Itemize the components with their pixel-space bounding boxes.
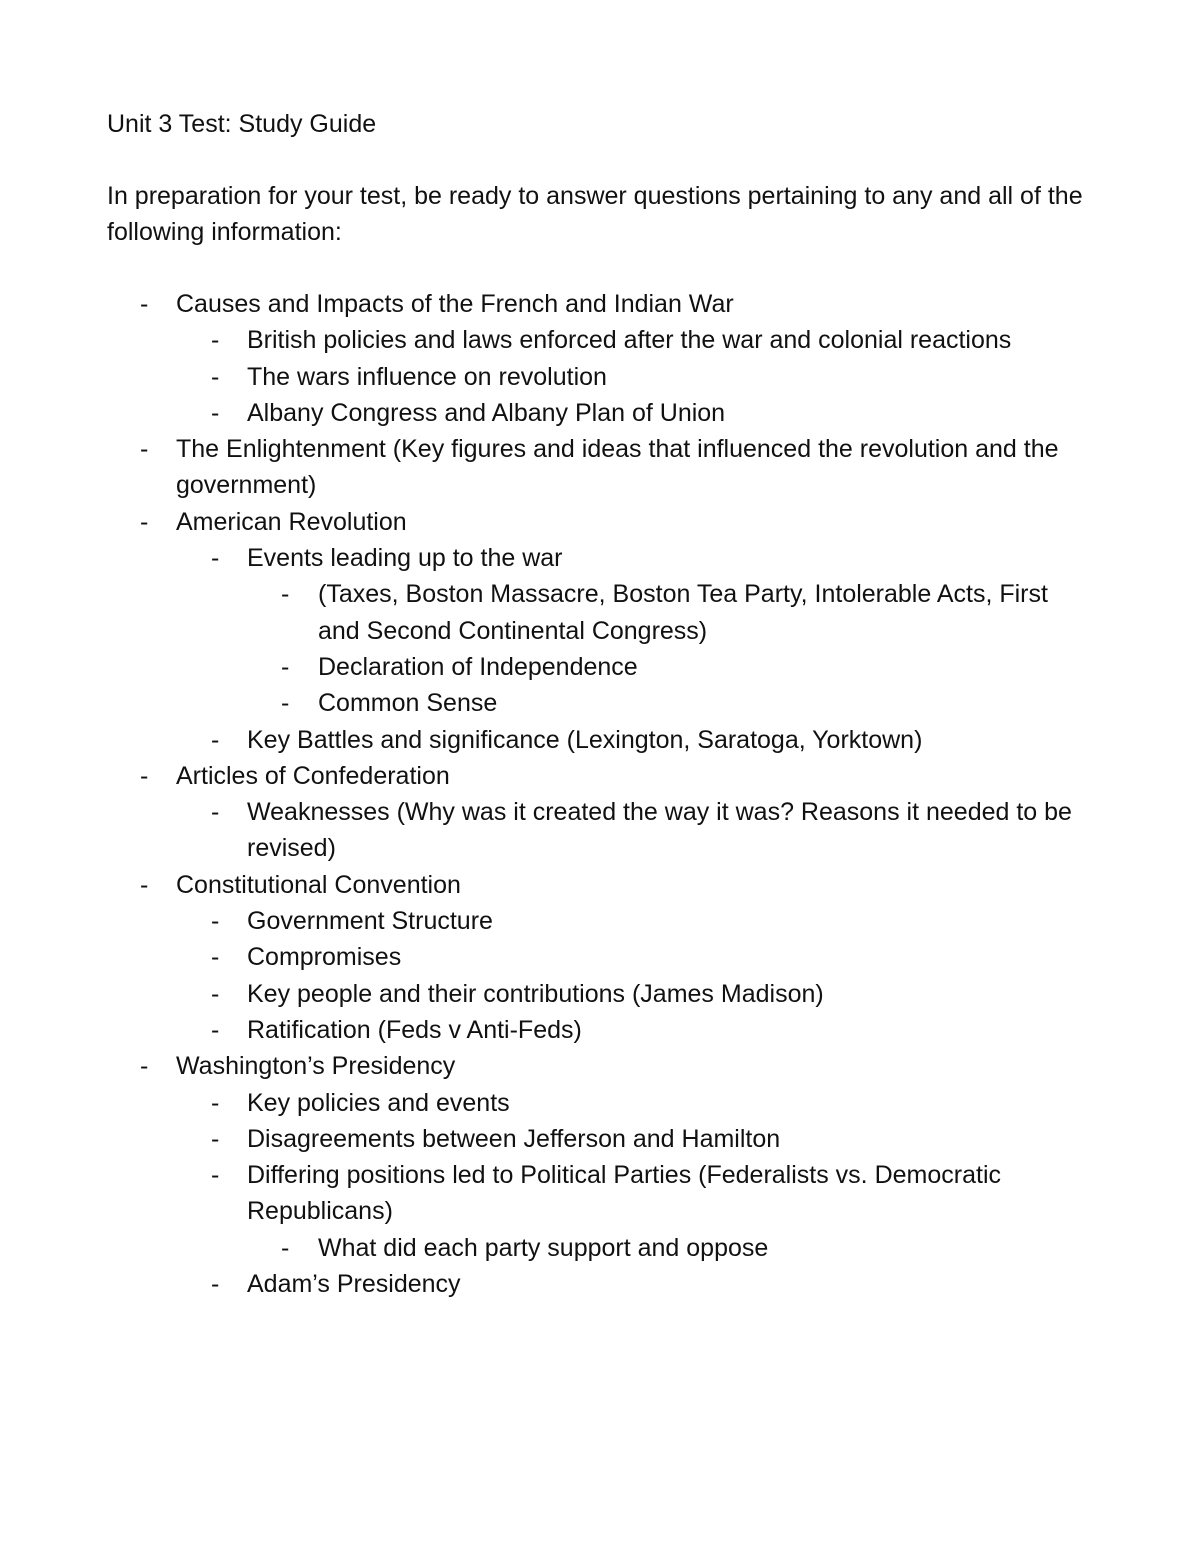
outline-item-level-3 (0, 685, 1200, 721)
outline-item-text: American Revolution (176, 507, 407, 536)
bullet-dash: - (211, 1270, 220, 1299)
outline-item-text: Constitutional Convention (176, 870, 461, 899)
bullet-dash: - (211, 798, 220, 827)
bullet-dash: - (211, 398, 220, 427)
outline-item-text: What did each party support and oppose (318, 1233, 769, 1262)
outline-item-text: Common Sense (318, 689, 498, 718)
intro-paragraph: In preparation for your test, be ready to answer questions pertaining to any and all of the following information: (107, 182, 1083, 246)
bullet-dash: - (140, 507, 149, 536)
outline-item-text: The Enlightenment (Key figures and ideas that influenced the revolution and the government) (176, 435, 1059, 500)
outline-item-level-3 (0, 1230, 1200, 1266)
topic-outline (0, 286, 1200, 1302)
bullet-dash: - (140, 290, 149, 318)
outline-item-level-2 (0, 939, 1200, 975)
bullet-dash: - (211, 1124, 220, 1153)
outline-item-text: Weaknesses (Why was it created the way it was? Reasons it needed to be revised) (247, 798, 1072, 863)
bullet-dash: - (211, 1161, 220, 1190)
outline-item-text: Adam’s Presidency (247, 1270, 461, 1299)
document-title: Unit 3 Test: Study Guide (107, 110, 377, 138)
outline-item-level-2 (0, 976, 1200, 1012)
bullet-dash: - (281, 689, 290, 718)
outline-item-level-2 (0, 322, 1200, 358)
outline-item-text: Differing positions led to Political Parties (Federalists vs. Democratic Republicans) (247, 1161, 1001, 1226)
bullet-dash: - (211, 1015, 220, 1044)
outline-item-text: Key Battles and significance (Lexington, Saratoga, Yorktown) (247, 725, 923, 754)
outline-item-text: Albany Congress and Albany Plan of Union (247, 398, 726, 427)
outline-item-level-2 (0, 903, 1200, 939)
outline-item-level-1 (0, 504, 1200, 540)
bullet-dash: - (140, 1052, 149, 1081)
outline-item-level-1 (0, 867, 1200, 903)
outline-item-text: Key policies and events (247, 1088, 510, 1117)
outline-item-text: Washington’s Presidency (176, 1052, 456, 1081)
bullet-dash: - (211, 326, 220, 355)
outline-item-level-2 (0, 1266, 1200, 1302)
outline-item-text: British policies and laws enforced after the war and colonial reactions (247, 326, 1012, 355)
bullet-dash: - (281, 652, 290, 681)
outline-item-level-1 (0, 286, 1200, 322)
bullet-dash: - (211, 943, 220, 972)
outline-item-level-3 (0, 649, 1200, 685)
outline-item-text: Articles of Confederation (176, 761, 450, 790)
outline-item-level-1 (0, 758, 1200, 794)
bullet-dash: - (211, 362, 220, 391)
outline-item-level-2 (0, 1121, 1200, 1157)
outline-item-level-2 (0, 1157, 1200, 1230)
outline-item-text: Events leading up to the war (247, 544, 563, 573)
outline-item-text: Disagreements between Jefferson and Hamilton (247, 1124, 781, 1153)
outline-item-level-1 (0, 431, 1200, 504)
outline-item-level-2 (0, 722, 1200, 758)
outline-item-level-1 (0, 1048, 1200, 1084)
outline-item-level-3 (0, 576, 1200, 649)
outline-item-text: The wars influence on revolution (247, 362, 607, 391)
bullet-dash: - (211, 907, 220, 936)
outline-item-text: Declaration of Independence (318, 652, 638, 681)
outline-item-text: Ratification (Feds v Anti-Feds) (247, 1015, 582, 1044)
outline-item-text: Key people and their contributions (James Madison) (247, 979, 824, 1008)
outline-item-text: Government Structure (247, 907, 493, 936)
outline-item-level-2 (0, 1085, 1200, 1121)
bullet-dash: - (281, 580, 290, 609)
bullet-dash: - (211, 1088, 220, 1117)
outline-item-text: Causes and Impacts of the French and Indian War (176, 290, 734, 318)
outline-item-text: Compromises (247, 943, 402, 972)
outline-item-level-2 (0, 1012, 1200, 1048)
bullet-dash: - (140, 870, 149, 899)
bullet-dash: - (211, 725, 220, 754)
outline-item-level-2 (0, 540, 1200, 576)
bullet-dash: - (211, 544, 220, 573)
bullet-dash: - (140, 761, 149, 790)
outline-item-text: (Taxes, Boston Massacre, Boston Tea Party, Intolerable Acts, First and Second Continental Congress) (318, 580, 1048, 645)
bullet-dash: - (211, 979, 220, 1008)
outline-item-level-2 (0, 395, 1200, 431)
bullet-dash: - (140, 435, 149, 464)
outline-item-level-2 (0, 359, 1200, 395)
bullet-dash: - (281, 1233, 290, 1262)
outline-item-level-2 (0, 794, 1200, 867)
